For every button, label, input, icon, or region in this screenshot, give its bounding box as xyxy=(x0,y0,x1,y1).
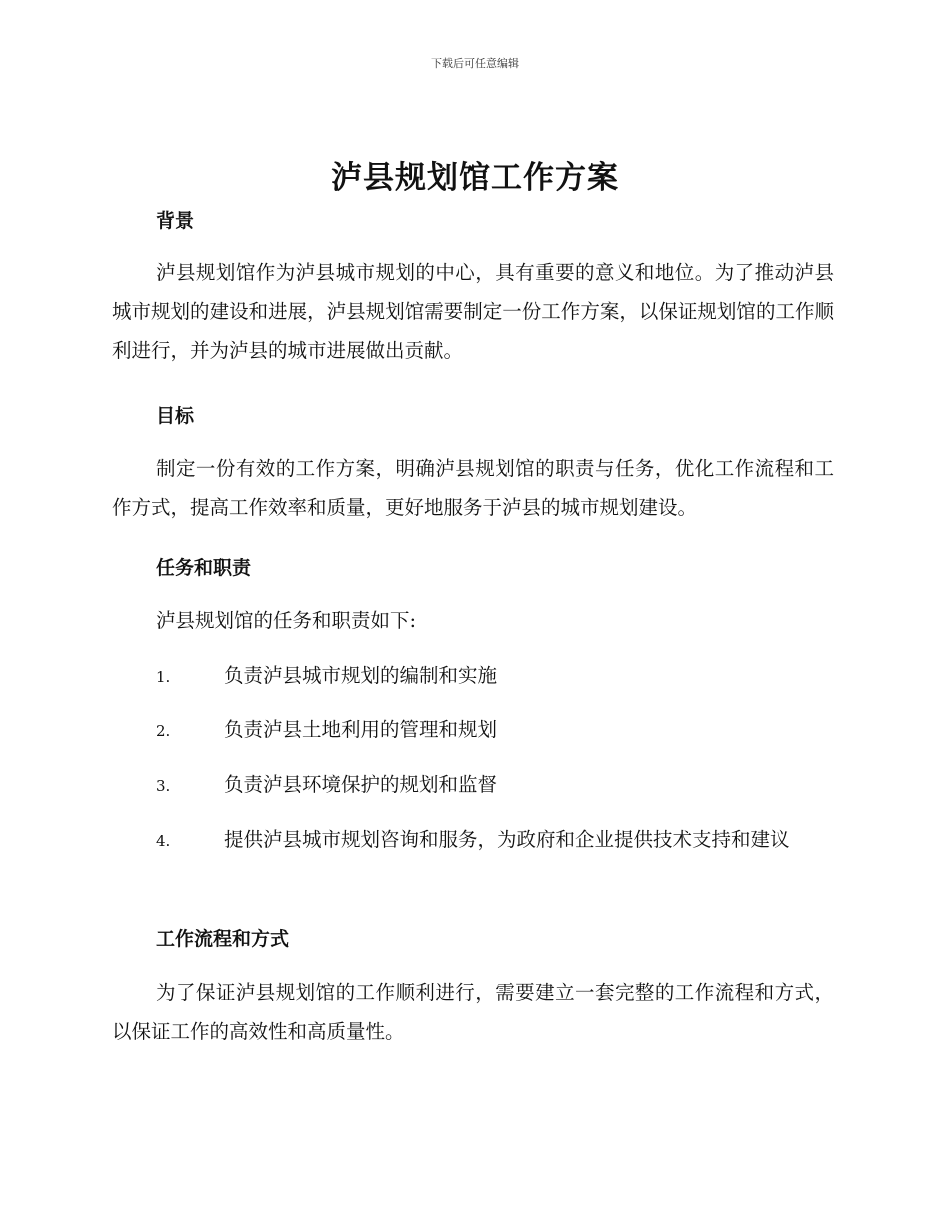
list-item xyxy=(112,820,834,861)
list-item-text: 负责泸县土地利用的管理和规划 xyxy=(224,718,498,741)
list-item-number: 1. xyxy=(156,668,171,686)
list-item xyxy=(156,765,834,806)
section-heading-background: 背景 xyxy=(156,210,195,232)
list-item-text: 提供泸县城市规划咨询和服务，为政府和企业提供技术支持和建议 xyxy=(224,828,790,851)
list-item-text: 负责泸县环境保护的规划和监督 xyxy=(224,773,498,796)
list-item-text: 负责泸县城市规划的编制和实施 xyxy=(224,664,498,687)
list-item-number: 3. xyxy=(156,777,171,795)
section-heading-tasks: 任务和职责 xyxy=(156,557,252,579)
document-title: 泸县规划馆工作方案 xyxy=(331,160,619,196)
header-note: 下载后可任意编辑 xyxy=(431,57,519,70)
list-item-number: 4. xyxy=(156,832,171,850)
list-item-number: 2. xyxy=(156,722,171,740)
paragraph-background: 泸县规划馆作为泸县城市规划的中心，具有重要的意义和地位。为了推动泸县城市规划的建设和进展，泸县规划馆需要制定一份工作方案，以保证规划馆的工作顺利进行，并为泸县的城市进展做出贡献。 xyxy=(112,261,834,362)
paragraph-goal: 制定一份有效的工作方案，明确泸县规划馆的职责与任务，优化工作流程和工作方式，提高工作效率和质量，更好地服务于泸县的城市规划建设。 xyxy=(112,457,834,519)
section-heading-workflow: 工作流程和方式 xyxy=(156,928,290,950)
paragraph-tasks-intro: 泸县规划馆的任务和职责如下: xyxy=(156,609,417,632)
paragraph-workflow: 为了保证泸县规划馆的工作顺利进行，需要建立一套完整的工作流程和方式，以保证工作的高效性和高质量性。 xyxy=(112,981,834,1043)
section-heading-goal: 目标 xyxy=(156,405,195,427)
list-item xyxy=(156,710,834,751)
list-item xyxy=(156,656,834,697)
